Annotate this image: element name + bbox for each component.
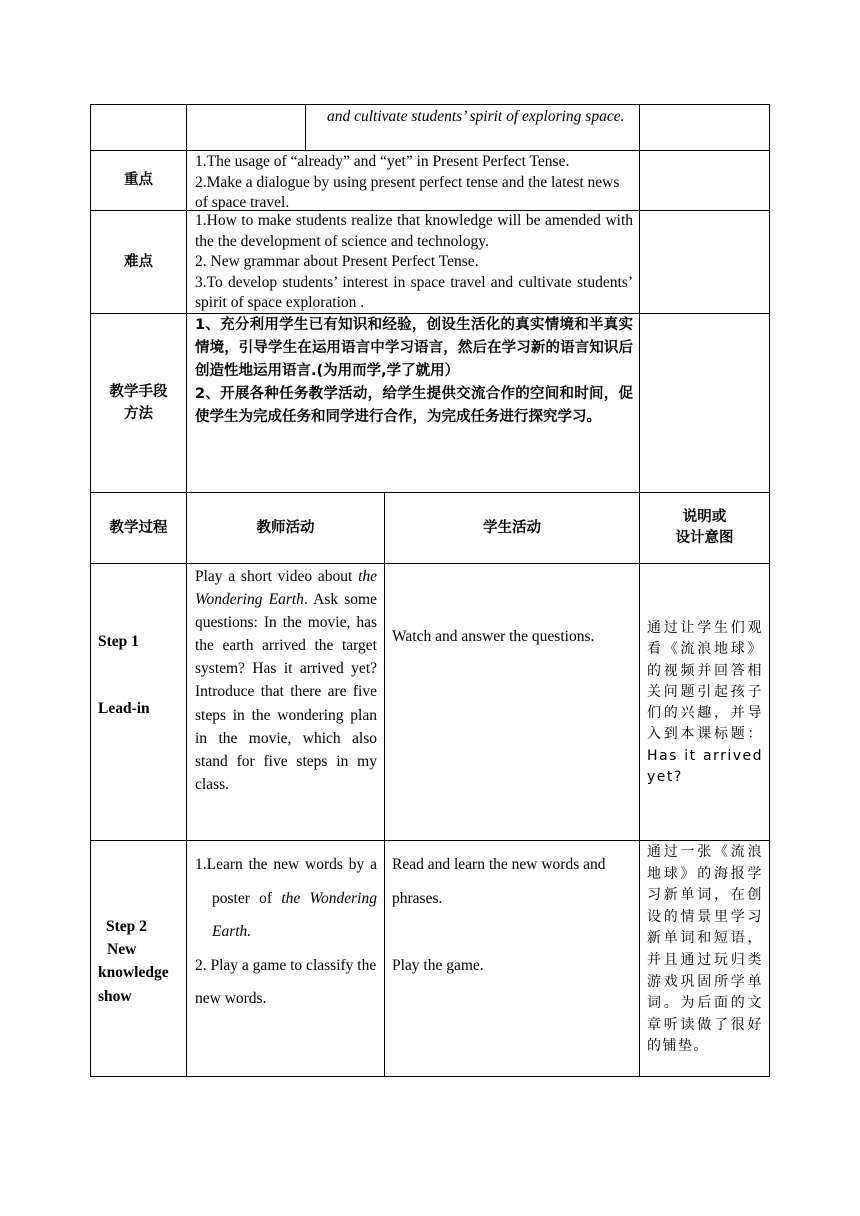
table-rule: [90, 104, 770, 105]
difficulties-label: 难点: [124, 253, 153, 270]
step1-title: Step 1: [98, 633, 139, 650]
header-student-activity: 学生活动: [483, 519, 541, 536]
table-rule: [769, 104, 770, 1077]
step2-poster-title: the Wondering Earth.: [212, 889, 377, 941]
key-points-label: 重点: [124, 172, 153, 189]
step2-title-line: Step 2: [106, 918, 147, 935]
methods-content: [195, 314, 633, 429]
header-process: 教学过程: [109, 519, 168, 536]
step1-design-note: 通过让学生们观看《流浪地球》的视频并回答相关问题引起孩子们的兴趣，并导入到本课标题：Has it arrived yet?: [647, 620, 763, 786]
step2-teacher-item: 2. Play a game to classify the new words.: [195, 956, 377, 1008]
methods-label: [91, 314, 186, 492]
step2-title-line: knowledge: [98, 964, 169, 982]
key-point-item: 2.Make a dialogue by using present perfect tense and the latest news of space travel.: [195, 173, 620, 211]
step2-student-item: Read and learn the new words and phrases.: [392, 856, 606, 907]
header-notes-line: 设计意图: [675, 530, 734, 546]
difficulty-item: 1.How to make students realize that knowledge will be amended with the the development of science and technology.: [195, 212, 633, 250]
table-rule: [90, 1076, 770, 1077]
header-teacher-activity: 教师活动: [256, 519, 315, 536]
step2-title-line: show: [98, 987, 132, 1005]
table-rule: [90, 150, 770, 151]
difficulty-item: 3.To develop students’ interest in space travel and cultivate students’ spirit of space exploration .: [195, 273, 633, 311]
method-item: 1、充分利用学生已有知识和经验，创设生活化的真实情境和半真实情境，引导学生在运用语言中学习语言，然后在学习新的语言知识后创造性地运用语言.(为用而学,学了就用）: [195, 317, 633, 379]
step2-teacher-item: [195, 848, 377, 949]
objective-tail-text: and cultivate students’ spirit of exploring space.: [327, 108, 625, 125]
step1-subtitle: Lead-in: [98, 700, 150, 717]
header-notes-line: 说明或: [682, 509, 727, 525]
method-item: 2、开展各种任务教学活动，给学生提供交流合作的空间和时间，促使学生为完成任务和同学进行合作，为完成任务进行探究学习。: [195, 386, 633, 425]
key-point-item: 1.The usage of “already” and “yet” in Present Perfect Tense.: [195, 153, 570, 170]
step2-teacher-activity: [195, 848, 377, 1016]
table-rule: [384, 492, 385, 1077]
step1-teacher-text: Play a short video about: [195, 568, 359, 585]
step2-teacher-text: 1.Learn the new words by a poster of: [195, 856, 377, 907]
difficulty-item: 2. New grammar about Present Perfect Tense.: [195, 253, 479, 270]
step2-title: [96, 915, 186, 1008]
step1-movie-title: the Wondering Earth: [195, 568, 377, 609]
table-rule: [186, 104, 187, 1077]
table-rule: [90, 563, 770, 564]
methods-label-line: 方法: [124, 406, 153, 422]
table-rule: [639, 104, 640, 1077]
step2-student-activity: [392, 848, 634, 982]
step1-teacher-activity: [195, 565, 377, 796]
step2-student-item: Play the game.: [392, 956, 484, 974]
methods-label-line: 教学手段: [109, 384, 168, 400]
step2-title-line: New: [107, 941, 137, 959]
header-design-notes: [640, 493, 769, 563]
key-points-content: [195, 152, 633, 214]
difficulties-content: [195, 211, 633, 314]
table-rule: [90, 840, 770, 841]
step2-design-note: 通过一张《流浪地球》的海报学习新单词，在创设的情景里学习新单词和短语，并且通过玩归类游戏巩固所学单词。为后面的文章听读做了很好的铺垫。: [647, 844, 763, 1055]
table-rule: [305, 104, 306, 150]
step1-student-activity: Watch and answer the questions.: [392, 628, 595, 645]
step1-teacher-text: . Ask some questions: In the movie, has the earth arrived the target system? Has it arrived yet? Introduce that there are five steps in the wondering plan in the movie, which also stand for five steps in my class.: [195, 591, 377, 793]
